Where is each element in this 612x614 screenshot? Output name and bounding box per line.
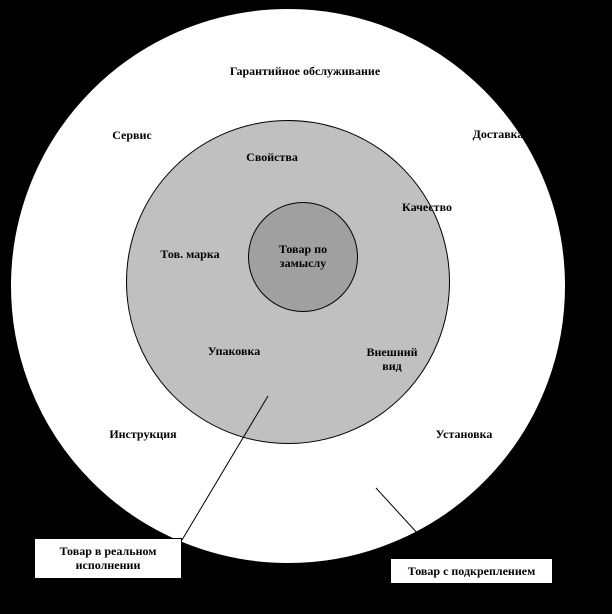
label-delivery: Доставка <box>472 127 524 142</box>
label-quality: Качество <box>402 200 452 215</box>
label-brand: Тов. марка <box>160 247 220 262</box>
label-appearance: Внешний вид <box>366 345 418 373</box>
label-packaging: Упаковка <box>207 344 261 359</box>
label-service: Сервис <box>112 128 152 143</box>
label-instruction: Инструкция <box>109 427 177 442</box>
label-core-product: Товар по замыслу <box>278 242 328 270</box>
callout-augmented-product: Товар с подкреплением <box>390 558 553 584</box>
label-warranty: Гарантийное обслуживание <box>229 64 381 79</box>
label-properties: Свойства <box>246 150 298 165</box>
label-installation: Установка <box>435 427 493 442</box>
callout-real-product: Товар в реальном исполнении <box>34 538 182 579</box>
